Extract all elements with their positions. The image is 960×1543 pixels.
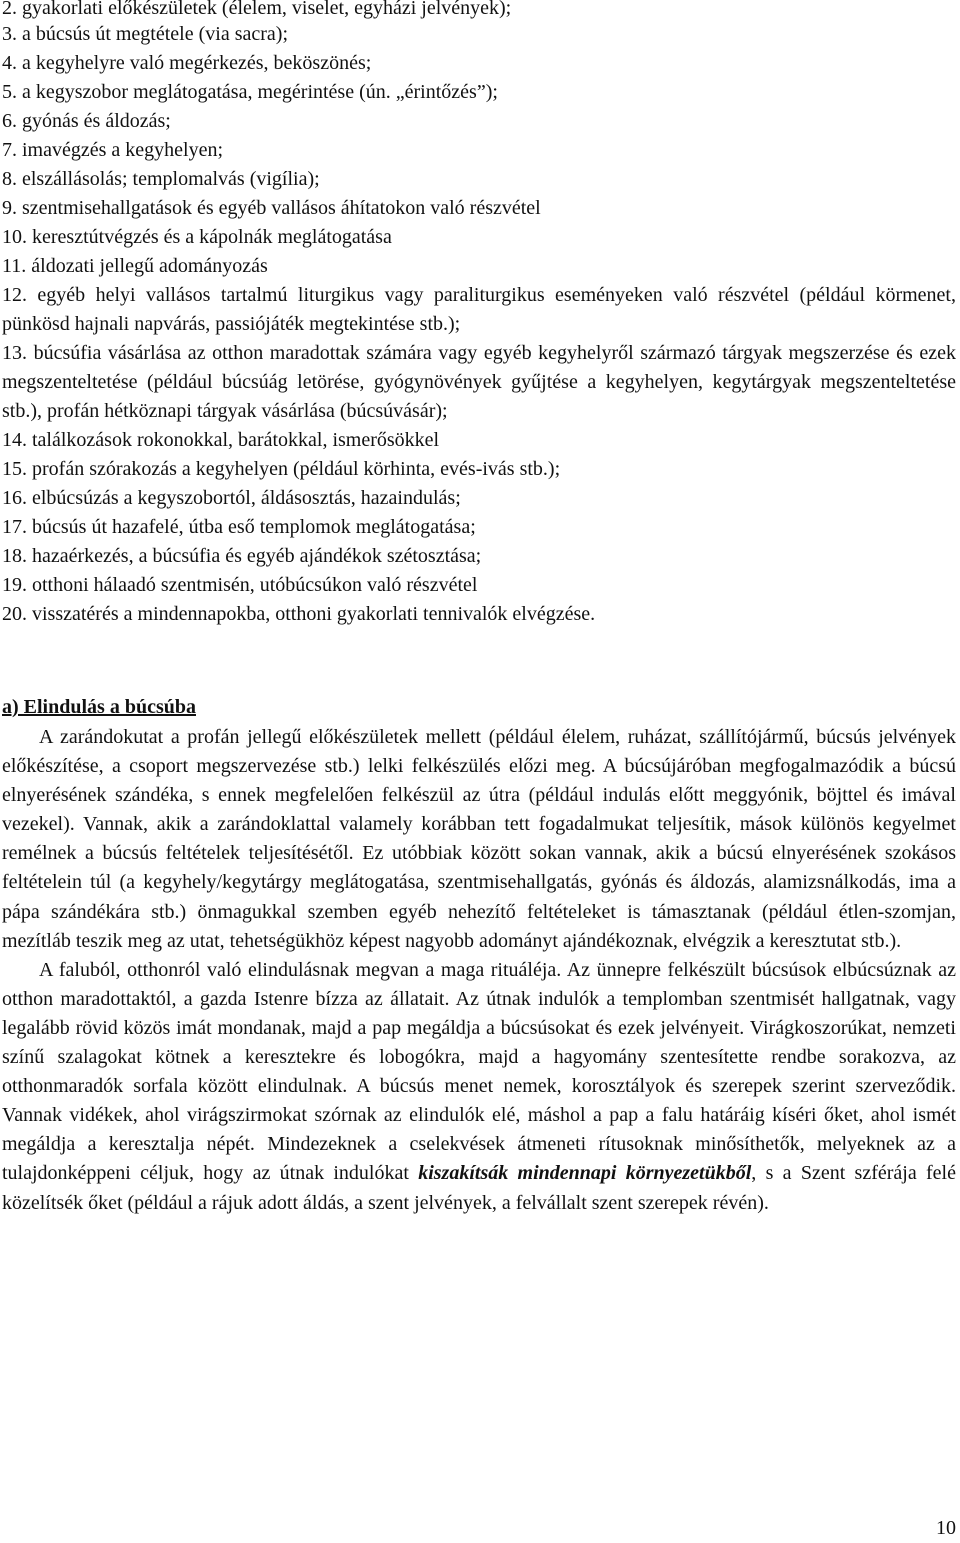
list-item: 5. a kegyszobor meglátogatása, megérintése (ún. „érintőzés”); [2,81,498,103]
list-item: 16. elbúcsúzás a kegyszobortól, áldásosztás, hazaindulás; [2,487,461,509]
section-body [2,723,956,1218]
paragraph-text: , s a Szent szférája felé közelítsék őket (például a rájuk adott áldás, a szent jelvények, a felvállalt szent szerepek révén). [2,1162,956,1214]
list-item: 20. visszatérés a mindennapokba, otthoni gyakorlati tennivalók elvégzése. [2,603,596,625]
list-item: 19. otthoni hálaadó szentmisén, utóbúcsúkon való részvétel [2,574,478,596]
list-item: 7. imavégzés a kegyhelyen; [2,139,224,161]
list-item: 3. a búcsús út megtétele (via sacra); [2,23,288,45]
list-item: 10. keresztútvégzés és a kápolnák meglátogatása [2,226,392,248]
list-item: 6. gyónás és áldozás; [2,110,171,132]
list-item: 4. a kegyhelyre való megérkezés, beköszönés; [2,52,372,74]
page-number: 10 [936,1517,956,1539]
emphasized-phrase: kiszakítsák mindennapi környezetükből [418,1162,752,1185]
list-item: 13. búcsúfia vásárlása az otthon maradottak számára vagy egyéb kegyhelyről származó tárgyak megszerzése és ezek megszenteltetése (például búcsúág letörése, gyógynövények gyűjtése a kegyhelyen, kegytárgyak megszenteltetése stb.), profán hétköznapi tárgyak vásárlása (búcsúvásár); [2,342,956,422]
list-item: 2. gyakorlati előkészületek (élelem, viselet, egyházi jelvények); [2,0,512,19]
list-item: 11. áldozati jellegű adományozás [2,255,268,277]
list-item: 8. elszállásolás; templomalvás (vigília); [2,168,320,190]
list-item: 15. profán szórakozás a kegyhelyen (például körhinta, evés-ivás stb.); [2,458,561,480]
list-item: 9. szentmisehallgatások és egyéb vallásos áhítatokon való részvétel [2,197,541,219]
paragraph: A zarándokutat a profán jellegű előkészületek mellett (például élelem, ruházat, szállítójármű, búcsús jelvények előkészítése, a csoport megszervezése stb.) lelki felkészülés előzi meg. A búcsújáróban megfogalmazódik a búcsú elnyerésének szándéka, s ennek megfelelően felkészül az útra (például indulás előtt meggyónik, böjttel és imával vezekel). Vannak, akik a zarándoklattal valamely korábban tett fogadalmukat teljesítik, mások különös kegyelmet remélnek a búcsús feltételek teljesítésétől. Ez utóbbiak között sokan vannak, akik a búcsú elnyerésének szokásos feltételein túl (a kegyhely/kegytárgy meglátogatása, szentmisehallgatás, gyónás és áldozás, alamizsnálkodás, ima a pápa szándékára stb.) önmagukkal szemben egyéb nehezítő feltételeket is támasztanak (például étlen-szomjan, mezítláb teszik meg az utat, tehetségükhöz képest nagyobb adományt ajándékoznak, elvégzik a keresztutat stb.). [2,726,956,952]
list-item: 12. egyéb helyi vallásos tartalmú liturgikus vagy paraliturgikus eseményeken való részvétel (például körmenet, pünkösd hajnali napvárás, passiójáték megtekintése stb.); [2,284,956,335]
list-item: 17. búcsús út hazafelé, útba eső templomok meglátogatása; [2,516,476,538]
document-page [2,0,956,629]
paragraph [2,956,956,1218]
list-item: 18. hazaérkezés, a búcsúfia és egyéb ajándékok szétosztása; [2,545,482,567]
list-item: 14. találkozások rokonokkal, barátokkal, ismerősökkel [2,429,440,451]
section-heading: a) Elindulás a búcsúba [2,696,196,718]
paragraph-text: A faluból, otthonról való elindulásnak megvan a maga rituáléja. Az ünnepre felkészült búcsúsok elbúcsúznak az otthon maradottaktól, a gazda Istenre bízza az állatait. Az útnak indulók a templomban szentmisét hallgatnak, vagy legalább rövid közös imát mondanak, majd a pap megáldja a búcsúsokat és ezek jelvényeit. Virágkoszorúkat, nemzeti színű szalagokat kötnek a keresztekre és lobogókra, majd a hagyomány szentesítette rendbe sorakozva, az otthonmaradók sorfala között elindulnak. A búcsús menet nemek, korosztályok és szerepek szerint szerveződik. Vannak vidékek, ahol virágszirmokat szórnak az elindulók elé, máshol a pap a falu határáig kíséri őket, ahol ismét megáldja a keresztalja népét. Mindezeknek a cselekvések átmeneti rítusoknak minősíthetők, melyeknek az a tulajdonképpeni céljuk, hogy az útnak indulókat [2,958,956,1185]
pilgrimage-steps-list [2,0,956,629]
